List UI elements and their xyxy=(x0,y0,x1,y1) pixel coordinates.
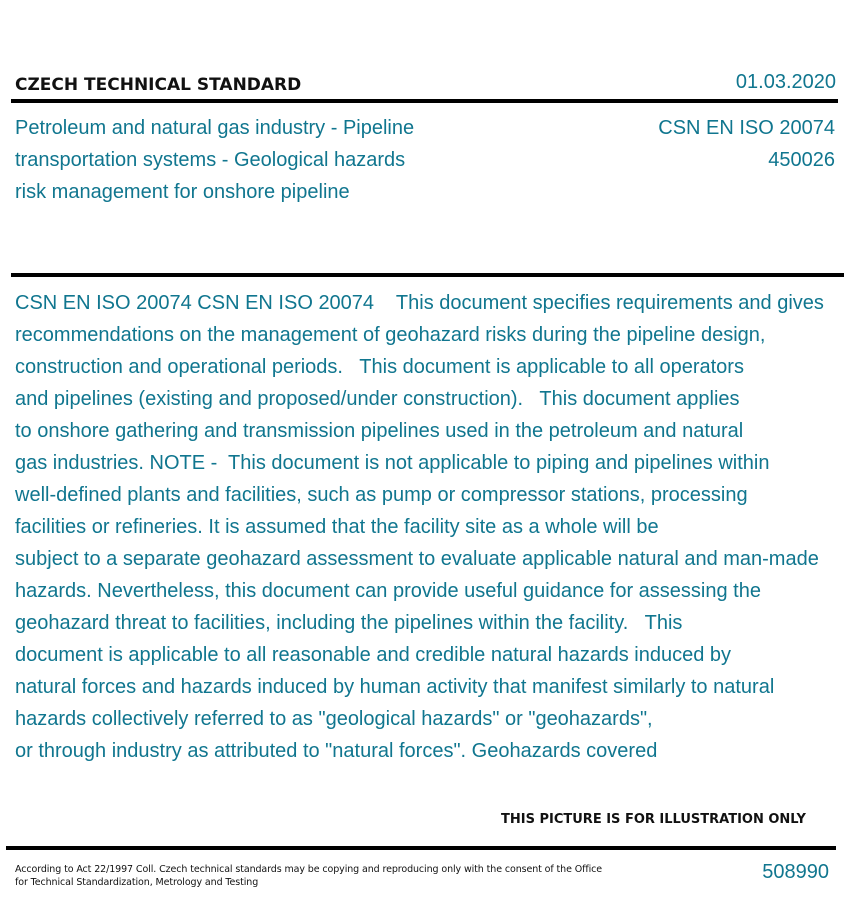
catalog-number: 508990 xyxy=(762,861,829,883)
title-divider xyxy=(11,273,844,277)
title-line-1: Petroleum and natural gas industry - Pipeline xyxy=(15,117,415,139)
body-line: and pipelines (existing and proposed/under construction). This document applies xyxy=(15,388,740,410)
body-line: document is applicable to all reasonable and credible natural hazards induced by xyxy=(15,644,732,666)
body-line: facilities or refineries. It is assumed that the facility site as a whole will be xyxy=(15,516,659,538)
illustration-notice: THIS PICTURE IS FOR ILLUSTRATION ONLY xyxy=(501,812,806,827)
body-line: construction and operational periods. This document is applicable to all operators xyxy=(15,356,744,378)
legal-notice-line-2: for Technical Standardization, Metrology and Testing xyxy=(15,877,259,888)
body-line: recommendations on the management of geohazard risks during the pipeline design, xyxy=(15,324,766,346)
body-line: hazards. Nevertheless, this document can provide useful guidance for assessing the xyxy=(15,580,761,602)
body-line: geohazard threat to facilities, including the pipelines within the facility. This xyxy=(15,612,683,634)
body-line: natural forces and hazards induced by human activity that manifest similarly to natural xyxy=(15,676,775,698)
body-line: to onshore gathering and transmission pipelines used in the petroleum and natural xyxy=(15,420,744,442)
body-line: hazards collectively referred to as "geological hazards" or "geohazards", xyxy=(15,708,653,730)
title-line-3: risk management for onshore pipeline xyxy=(15,181,350,203)
header-divider xyxy=(11,99,838,103)
body-line: or through industry as attributed to "natural forces". Geohazards covered xyxy=(15,740,658,762)
body-line: subject to a separate geohazard assessment to evaluate applicable natural and man-made xyxy=(15,548,819,570)
standard-code: CSN EN ISO 20074 xyxy=(658,117,835,139)
title-line-2: transportation systems - Geological hazards xyxy=(15,149,406,171)
classification-number: 450026 xyxy=(768,149,835,171)
body-line: well-defined plants and facilities, such as pump or compressor stations, processing xyxy=(15,484,748,506)
footer-divider xyxy=(6,846,836,850)
publication-date: 01.03.2020 xyxy=(735,71,836,93)
document-heading: CZECH TECHNICAL STANDARD xyxy=(15,75,302,95)
legal-notice-line-1: According to Act 22/1997 Coll. Czech technical standards may be copying and reproducing only with the consent of the Office xyxy=(15,864,603,875)
body-line: gas industries. NOTE - This document is not applicable to piping and pipelines within xyxy=(15,452,770,474)
body-line: CSN EN ISO 20074 CSN EN ISO 20074 This document specifies requirements and gives xyxy=(15,292,824,314)
